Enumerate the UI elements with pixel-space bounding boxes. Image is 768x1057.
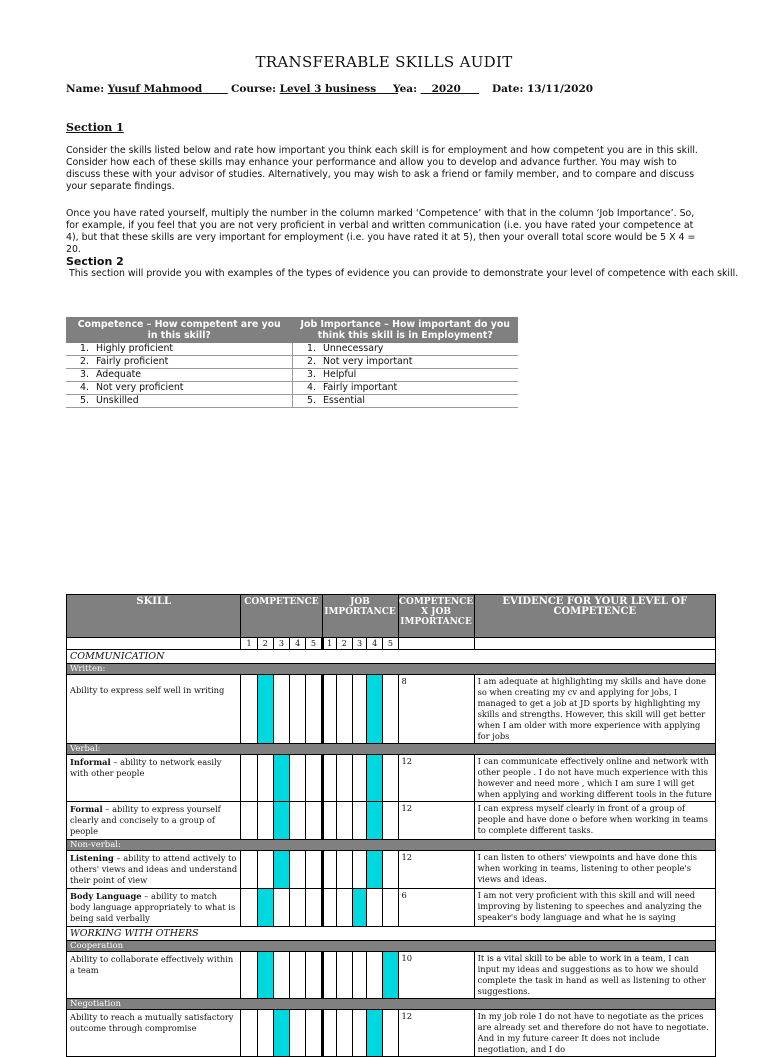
subcategory-row: Written:: [67, 664, 716, 675]
section1-paragraph-1: Consider the skills listed below and rate how important you think each skill is for employment and how competent you are in this skill. Consider how each of these skills may enhance your performance and allow you to develop and advance further. You may wish to discuss these with your advisor of studies. Alternatively, you may wish to ask a friend or family member, and to compare and discuss your separate findings.: [66, 145, 698, 192]
importance-rating-cell[interactable]: [383, 952, 398, 999]
course-value: Level 3 business: [279, 83, 377, 95]
category-row: COMMUNICATION: [67, 650, 716, 664]
competence-rating-cell[interactable]: [273, 802, 289, 840]
skill-description: Ability to express self well in writing: [67, 675, 241, 744]
table-row: [67, 802, 716, 840]
importance-rating-cell[interactable]: [367, 802, 383, 840]
name-value: Yusuf Mahmood: [107, 83, 203, 95]
evidence-column-header: EVIDENCE FOR YOUR LEVEL OF COMPETENCE: [474, 595, 715, 638]
competence-rating-cell[interactable]: [257, 889, 273, 927]
competence-level: Not very proficient: [96, 382, 184, 393]
skill-description: Informal – ability to network easily with other people: [67, 755, 241, 802]
subcategory-row: Verbal:: [67, 744, 716, 755]
score-cell: 12: [398, 755, 474, 802]
rating-scale-table: [66, 317, 518, 408]
competence-rating-cell[interactable]: [257, 952, 273, 999]
score-cell: 12: [398, 851, 474, 889]
rating-row: 2. Fairly proficient 2. Not very important: [66, 356, 518, 369]
year-value: 2020: [431, 83, 461, 95]
table-row: [67, 952, 716, 999]
importance-level: Essential: [323, 395, 366, 406]
importance-header: Job Importance – How important do you think this skill is in Employment?: [293, 317, 519, 343]
date-field: [492, 83, 593, 95]
evidence-cell: I can express myself clearly in front of a group of people and have done o before when working in teams to complete different tasks.: [474, 802, 715, 840]
table-header-row: [67, 595, 716, 638]
rating-row: 5. Unskilled 5. Essential: [66, 395, 518, 408]
table-row: [67, 1010, 716, 1057]
year-label: Yea:: [393, 83, 417, 95]
evidence-cell: I am not very proficient with this skill and will need improving by listening to speeches and analyzing the speaker's body language and what he is saying: [474, 889, 715, 927]
score-cell: 12: [398, 802, 474, 840]
section1-heading: Section 1: [66, 121, 124, 134]
competence-rating-cell[interactable]: [257, 675, 273, 744]
importance-rating-cell[interactable]: [367, 675, 383, 744]
skill-description: Listening – ability to attend actively to others' views and ideas and understand their point of view: [67, 851, 241, 889]
rating-row: 3. Adequate 3. Helpful: [66, 369, 518, 382]
skill-column-header: SKILL: [67, 595, 241, 638]
importance-rating-cell[interactable]: [367, 851, 383, 889]
scale-row: 1 2 3 4 5 1 2 3 4 5: [67, 638, 716, 650]
competence-level: Highly proficient: [96, 343, 174, 354]
competence-rating-cell[interactable]: [273, 851, 289, 889]
course-field: [231, 83, 398, 95]
competence-column-header: COMPETENCE: [241, 595, 322, 638]
table-row: [67, 851, 716, 889]
importance-level: Not very important: [323, 356, 413, 367]
score-cell: 6: [398, 889, 474, 927]
name-label: Name:: [66, 83, 105, 95]
subcategory-row: Non-verbal:: [67, 840, 716, 851]
score-cell: 10: [398, 952, 474, 999]
table-row: [67, 889, 716, 927]
competence-rating-cell[interactable]: [273, 755, 289, 802]
competence-level: Fairly proficient: [96, 356, 169, 367]
evidence-cell: I am adequate at highlighting my skills and have done so when creating my cv and applying for jobs, I managed to get a job at JD sports by highlighting my skills and strengths. However, this skill will get better when I am older with more experience with applying for jobs: [474, 675, 715, 744]
importance-rating-cell[interactable]: [367, 1010, 383, 1057]
category-row: WORKING WITH OTHERS: [67, 927, 716, 941]
score-cell: 12: [398, 1010, 474, 1057]
competence-level: Adequate: [96, 369, 142, 380]
importance-rating-cell[interactable]: [367, 755, 383, 802]
table-row: [67, 755, 716, 802]
product-column-header: COMPETENCE X JOB IMPORTANCE: [398, 595, 474, 638]
course-label: Course:: [231, 83, 276, 95]
date-value: 13/11/2020: [526, 83, 594, 95]
page-title: TRANSFERABLE SKILLS AUDIT: [255, 53, 513, 71]
table-row: [67, 675, 716, 744]
evidence-cell: In my job role I do not have to negotiate as the prices are already set and therefore do not have to negotiate. And in my future career It does not include negotiation, and I do: [474, 1010, 715, 1057]
importance-level: Unnecessary: [323, 343, 384, 354]
name-field: [66, 83, 228, 95]
competence-header: Competence – How competent are you in this skill?: [66, 317, 293, 343]
competence-level: Unskilled: [96, 395, 139, 406]
skill-description: Body Language – ability to match body language appropriately to what is being said verbally: [67, 889, 241, 927]
section2-text: This section will provide you with examples of the types of evidence you can provide to demonstrate your level of competence with each skill.: [69, 268, 739, 279]
rating-row: 1. Highly proficient 1. Unnecessary: [66, 343, 518, 356]
year-field: [393, 83, 479, 95]
section2-heading: Section 2: [66, 255, 124, 268]
subcategory-row: Negotiation: [67, 999, 716, 1010]
section1-paragraph-2: Once you have rated yourself, multiply the number in the column marked ‘Competence’ with that in the column ‘Job Importance’. So, for example, if you feel that you are not very proficient in verbal and written communication (i.e. you have rated your competence at 4), but that these skills are very important for employment (i.e. you have rated it at 5), then your overall total score would be 5 X 4 = 20.: [66, 208, 696, 255]
job-importance-column-header: JOB IMPORTANCE: [322, 595, 398, 638]
skills-audit-table: [66, 594, 716, 1057]
importance-level: Fairly important: [323, 382, 398, 393]
competence-rating-cell[interactable]: [273, 1010, 289, 1057]
rating-row: 4. Not very proficient 4. Fairly important: [66, 382, 518, 395]
subcategory-row: Cooperation: [67, 941, 716, 952]
skill-description: Ability to reach a mutually satisfactory outcome through compromise: [67, 1010, 241, 1057]
skill-description: Formal – ability to express yourself clearly and concisely to a group of people: [67, 802, 241, 840]
skill-description: Ability to collaborate effectively within a team: [67, 952, 241, 999]
score-cell: 8: [398, 675, 474, 744]
evidence-cell: It is a vital skill to be able to work in a team, I can input my ideas and suggestions as to how we should complete the task in hand as well as listening to other suggestions.: [474, 952, 715, 999]
evidence-cell: I can communicate effectively online and network with other people . I do not have much experience with this however and need more , which I am sure I will get when applying and working different tools in the future: [474, 755, 715, 802]
importance-level: Helpful: [323, 369, 357, 380]
date-label: Date:: [492, 83, 524, 95]
importance-rating-cell[interactable]: [352, 889, 366, 927]
evidence-cell: I can listen to others' viewpoints and have done this when working in teams, listening to other people's views and ideas.: [474, 851, 715, 889]
